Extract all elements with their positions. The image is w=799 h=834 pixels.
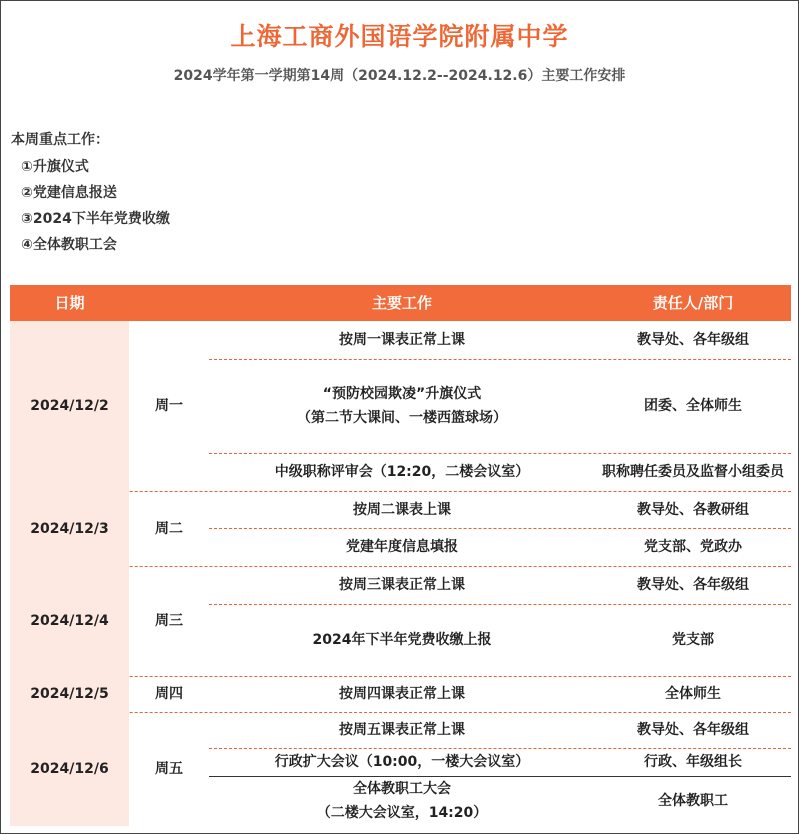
weekday-cell: 周四 — [155, 686, 183, 702]
work-cell — [209, 748, 595, 776]
focus-heading: 本周重点工作： — [11, 132, 109, 148]
weekday-cell: 周一 — [155, 398, 183, 414]
focus-item: ③2024下半年党费收缴 — [21, 211, 170, 227]
weekday-cell: 周五 — [155, 761, 183, 777]
week-subtitle: 2024学年第一学期第14周（2024.12.2--2024.12.6）主要工作安排 — [173, 68, 626, 84]
school-title: 上海工商外国语学院附属中学 — [230, 22, 569, 51]
date-cell: 2024/12/4 — [10, 566, 129, 676]
work-line: （二楼大会议室，14:20） — [316, 805, 488, 821]
focus-item: ②党建信息报送 — [21, 185, 117, 201]
work-line: 按周四课表正常上课 — [339, 686, 465, 702]
dept-cell: 行政、年级组长 — [644, 754, 742, 770]
work-cell — [209, 528, 595, 566]
work-line: 行政扩大会议（10:00，一楼大会议室） — [274, 754, 530, 770]
date-cell: 2024/12/3 — [10, 491, 129, 566]
work-line: 2024年下半年党费收缴上报 — [312, 632, 492, 648]
work-cell — [209, 321, 595, 359]
dept-cell: 党支部、党政办 — [644, 539, 742, 555]
dept-cell: 教导处、各年级组 — [637, 722, 749, 738]
header-dept: 责任人/部门 — [595, 285, 791, 321]
dept-cell: 职称聘任委员及监督小组委员 — [602, 464, 784, 480]
dept-cell: 教导处、各年级组 — [637, 332, 749, 348]
dept-cell: 全体师生 — [665, 686, 721, 702]
work-line: 中级职称评审会（12:20，二楼会议室） — [274, 464, 530, 480]
work-cell — [209, 491, 595, 528]
work-line: 按周二课表上课 — [353, 501, 451, 518]
work-line: 按周五课表正常上课 — [339, 722, 465, 738]
dept-cell: 团委、全体师生 — [644, 398, 742, 414]
work-cell — [209, 676, 595, 712]
focus-item: ①升旗仪式 — [21, 159, 89, 175]
work-cell — [209, 566, 595, 604]
date-cell: 2024/12/5 — [10, 676, 129, 712]
focus-section — [11, 129, 170, 258]
header-work: 主要工作 — [209, 285, 595, 321]
focus-item: ④全体教职工会 — [21, 237, 117, 253]
weekday-cell: 周三 — [155, 613, 183, 629]
work-cell — [209, 359, 595, 453]
work-cell — [209, 712, 595, 748]
work-line: 按周三课表正常上课 — [339, 577, 465, 593]
date-cell: 2024/12/6 — [10, 712, 129, 826]
date-cell: 2024/12/2 — [10, 321, 129, 491]
dept-cell: 教导处、各教研组 — [637, 501, 749, 518]
work-line: “预防校园欺凌”升旗仪式 — [322, 386, 482, 402]
work-line: 按周一课表正常上课 — [339, 332, 465, 348]
weekday-cell: 周二 — [155, 520, 183, 537]
work-cell — [209, 453, 595, 491]
header-date: 日期 — [10, 285, 209, 321]
work-cell — [209, 776, 595, 826]
work-cell — [209, 604, 595, 676]
work-line: 党建年度信息填报 — [346, 539, 458, 555]
dept-cell: 党支部 — [672, 632, 714, 648]
dept-cell: 教导处、各年级组 — [637, 577, 749, 593]
dept-cell: 全体教职工 — [658, 793, 728, 809]
work-line: 全体教职工大会 — [353, 781, 451, 797]
work-line: （第二节大课间、一楼西篮球场） — [297, 410, 507, 426]
